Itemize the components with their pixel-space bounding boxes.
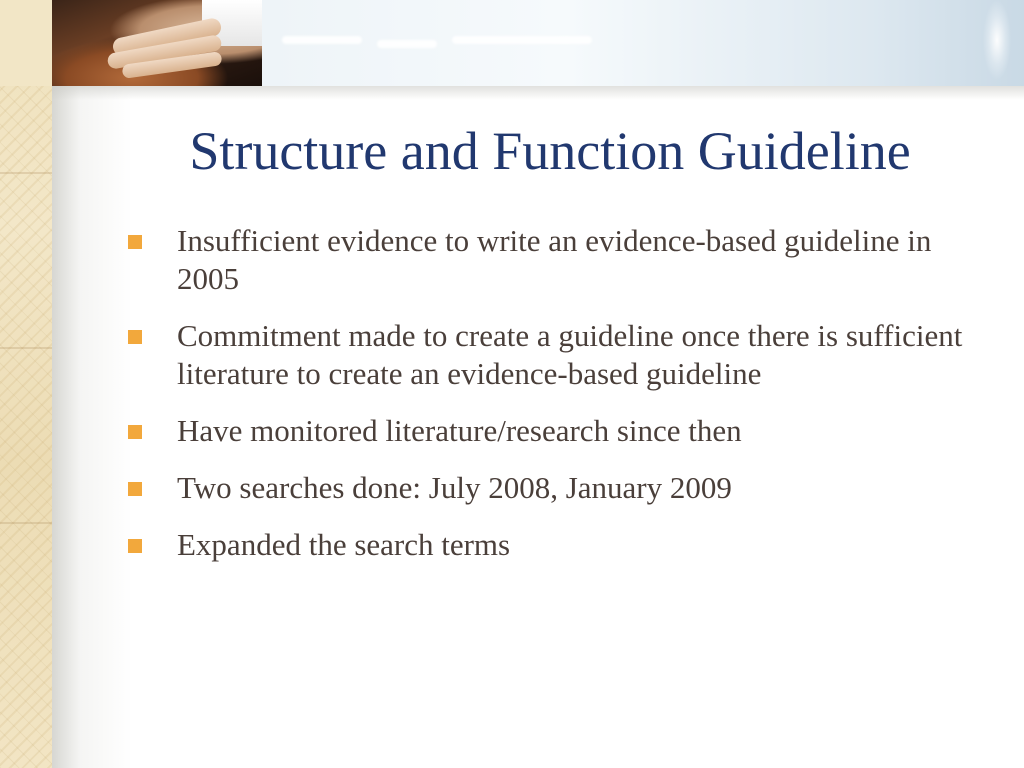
slide-title: Structure and Function Guideline	[189, 121, 911, 181]
banner-streak	[282, 36, 362, 44]
parchment-seam	[0, 172, 52, 174]
bullet-item	[128, 317, 998, 393]
bullet-text: Two searches done: July 2008, January 2009	[177, 470, 732, 505]
parchment-seam	[0, 522, 52, 524]
parchment-sidebar	[0, 0, 52, 768]
massage-hands-photo	[52, 0, 262, 86]
bullet-item	[128, 526, 998, 564]
square-bullet-icon	[128, 330, 142, 344]
bullet-item	[128, 222, 998, 298]
square-bullet-icon	[128, 482, 142, 496]
banner-shadow	[52, 86, 1024, 100]
parchment-seam	[0, 347, 52, 349]
square-bullet-icon	[128, 539, 142, 553]
bullet-text: Expanded the search terms	[177, 527, 511, 562]
bullet-list	[128, 222, 998, 583]
bullet-text: Insufficient evidence to write an evidence-based guideline in 2005	[177, 223, 932, 296]
banner-streak	[377, 40, 437, 48]
square-bullet-icon	[128, 425, 142, 439]
bullet-text: Have monitored literature/research since then	[177, 413, 742, 448]
sidebar-shadow	[52, 0, 132, 768]
banner-gradient	[262, 0, 1024, 86]
bullet-item	[128, 469, 998, 507]
figure-silhouette	[975, 0, 1020, 86]
square-bullet-icon	[128, 235, 142, 249]
bullet-item	[128, 412, 998, 450]
banner-streak	[452, 36, 592, 44]
bullet-text: Commitment made to create a guideline once there is sufficient literature to create an evidence-based guideline	[177, 318, 963, 391]
header-banner	[0, 0, 1024, 86]
